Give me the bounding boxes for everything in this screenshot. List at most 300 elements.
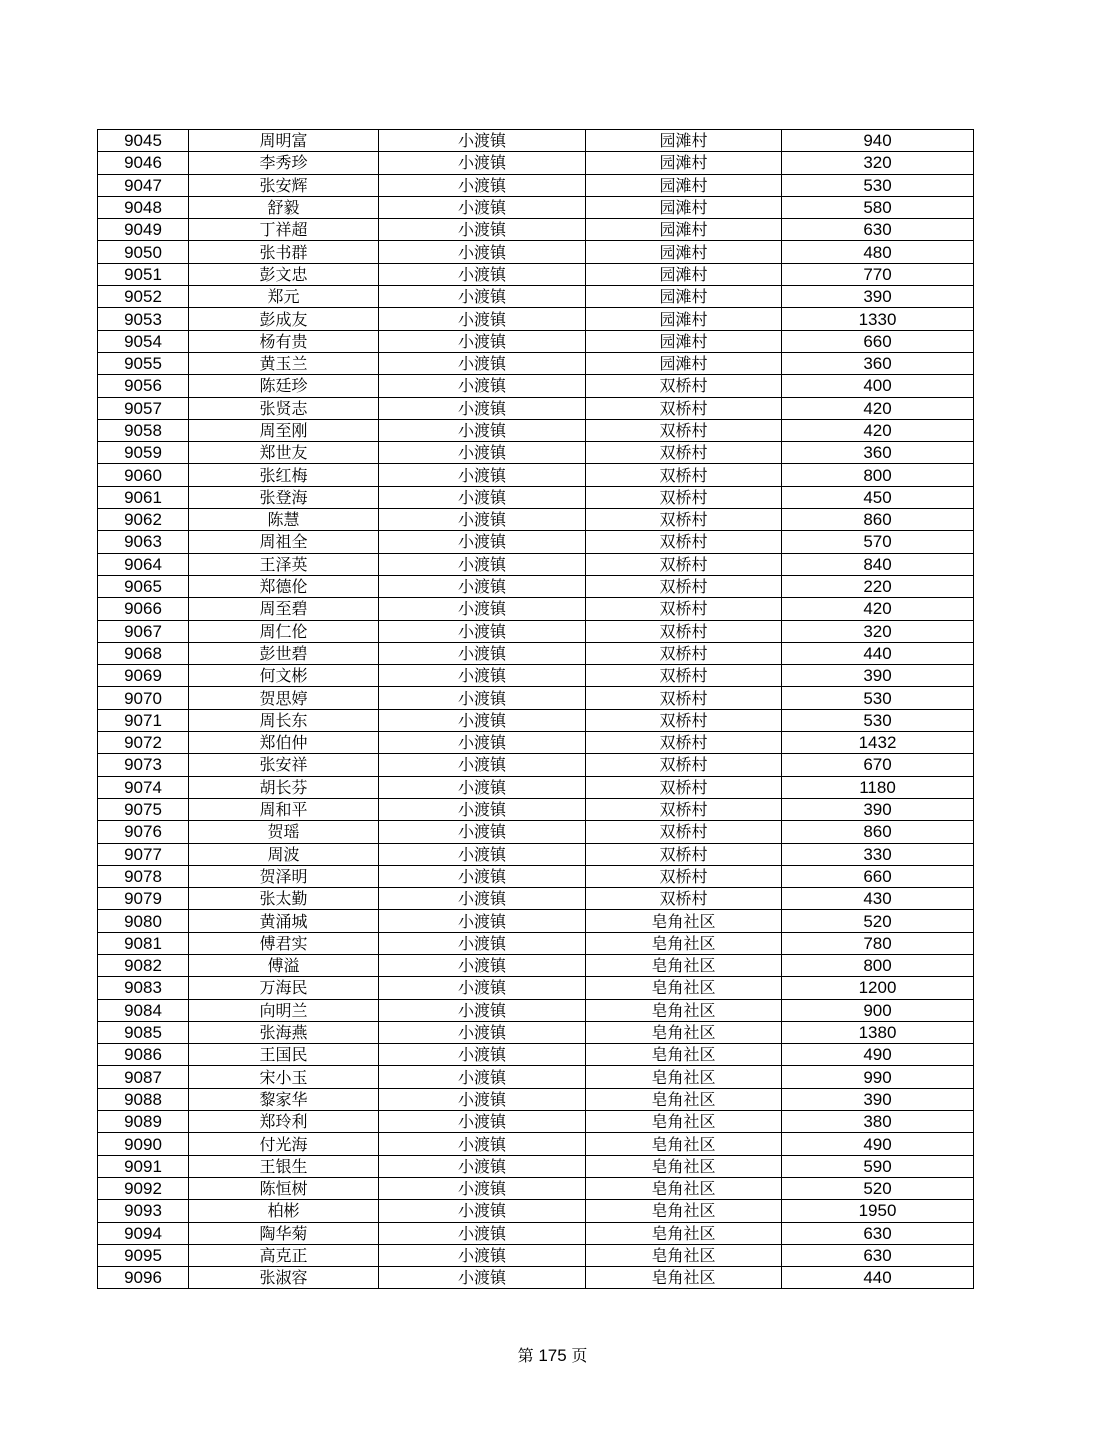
cell-name: 周至碧 [189,598,379,620]
data-table [97,129,974,1289]
cell-amount: 940 [782,130,974,152]
cell-town: 小渡镇 [379,1088,586,1110]
cell-name: 黎家华 [189,1088,379,1110]
cell-town: 小渡镇 [379,219,586,241]
cell-name: 郑德伦 [189,575,379,597]
cell-amount: 840 [782,553,974,575]
cell-village: 园滩村 [586,286,782,308]
cell-town: 小渡镇 [379,442,586,464]
table-row [98,486,974,508]
cell-name: 李秀珍 [189,152,379,174]
cell-town: 小渡镇 [379,821,586,843]
cell-id: 9060 [98,464,189,486]
cell-name: 张登海 [189,486,379,508]
cell-id: 9061 [98,486,189,508]
cell-village: 双桥村 [586,642,782,664]
cell-village: 皂角社区 [586,999,782,1021]
cell-amount: 420 [782,598,974,620]
cell-town: 小渡镇 [379,130,586,152]
cell-id: 9074 [98,776,189,798]
cell-id: 9065 [98,575,189,597]
table-row [98,821,974,843]
table-row [98,130,974,152]
cell-town: 小渡镇 [379,174,586,196]
cell-town: 小渡镇 [379,999,586,1021]
cell-village: 皂角社区 [586,1267,782,1289]
table-row [98,1177,974,1199]
cell-id: 9058 [98,419,189,441]
cell-village: 双桥村 [586,821,782,843]
cell-village: 园滩村 [586,196,782,218]
cell-id: 9078 [98,865,189,887]
cell-name: 陶华菊 [189,1222,379,1244]
cell-town: 小渡镇 [379,575,586,597]
cell-amount: 330 [782,843,974,865]
cell-village: 双桥村 [586,620,782,642]
cell-id: 9049 [98,219,189,241]
table-row [98,509,974,531]
cell-amount: 320 [782,620,974,642]
cell-town: 小渡镇 [379,910,586,932]
cell-name: 张太勤 [189,888,379,910]
cell-town: 小渡镇 [379,397,586,419]
table-row [98,954,974,976]
table-row [98,263,974,285]
table-row [98,977,974,999]
table-row [98,642,974,664]
cell-village: 双桥村 [586,888,782,910]
cell-village: 皂角社区 [586,1111,782,1133]
cell-village: 园滩村 [586,330,782,352]
cell-village: 双桥村 [586,553,782,575]
cell-amount: 530 [782,687,974,709]
cell-id: 9062 [98,509,189,531]
cell-town: 小渡镇 [379,1021,586,1043]
cell-name: 贺瑶 [189,821,379,843]
cell-id: 9045 [98,130,189,152]
page-footer [0,1343,1105,1366]
table-row [98,1200,974,1222]
cell-amount: 520 [782,910,974,932]
cell-town: 小渡镇 [379,1222,586,1244]
cell-town: 小渡镇 [379,464,586,486]
table-row [98,999,974,1021]
cell-id: 9079 [98,888,189,910]
cell-town: 小渡镇 [379,263,586,285]
cell-amount: 990 [782,1066,974,1088]
cell-id: 9095 [98,1244,189,1266]
cell-name: 张红梅 [189,464,379,486]
cell-id: 9053 [98,308,189,330]
cell-village: 园滩村 [586,174,782,196]
cell-amount: 630 [782,219,974,241]
cell-town: 小渡镇 [379,531,586,553]
cell-town: 小渡镇 [379,954,586,976]
cell-town: 小渡镇 [379,308,586,330]
cell-name: 陈恒树 [189,1177,379,1199]
cell-town: 小渡镇 [379,509,586,531]
cell-amount: 320 [782,152,974,174]
cell-amount: 430 [782,888,974,910]
cell-amount: 1380 [782,1021,974,1043]
cell-id: 9072 [98,732,189,754]
cell-village: 双桥村 [586,665,782,687]
table-row [98,531,974,553]
cell-amount: 480 [782,241,974,263]
cell-name: 宋小玉 [189,1066,379,1088]
cell-amount: 860 [782,821,974,843]
cell-town: 小渡镇 [379,1044,586,1066]
cell-amount: 900 [782,999,974,1021]
cell-id: 9075 [98,798,189,820]
cell-amount: 380 [782,1111,974,1133]
page-number: 175 [538,1346,567,1365]
cell-id: 9089 [98,1111,189,1133]
table-row [98,241,974,263]
cell-name: 王泽英 [189,553,379,575]
table-row [98,776,974,798]
cell-amount: 1200 [782,977,974,999]
cell-amount: 420 [782,397,974,419]
cell-town: 小渡镇 [379,732,586,754]
cell-name: 胡长芬 [189,776,379,798]
table-row [98,1066,974,1088]
cell-village: 双桥村 [586,509,782,531]
cell-id: 9047 [98,174,189,196]
cell-id: 9086 [98,1044,189,1066]
cell-amount: 1330 [782,308,974,330]
cell-village: 双桥村 [586,531,782,553]
table-row [98,932,974,954]
cell-village: 双桥村 [586,754,782,776]
cell-town: 小渡镇 [379,241,586,263]
cell-town: 小渡镇 [379,375,586,397]
cell-town: 小渡镇 [379,1267,586,1289]
cell-id: 9085 [98,1021,189,1043]
cell-amount: 440 [782,642,974,664]
cell-name: 高克正 [189,1244,379,1266]
table-row [98,1244,974,1266]
cell-id: 9055 [98,352,189,374]
cell-village: 皂角社区 [586,977,782,999]
cell-village: 园滩村 [586,152,782,174]
cell-town: 小渡镇 [379,486,586,508]
table-row [98,464,974,486]
cell-id: 9073 [98,754,189,776]
cell-name: 丁祥超 [189,219,379,241]
cell-town: 小渡镇 [379,754,586,776]
cell-village: 皂角社区 [586,1244,782,1266]
cell-town: 小渡镇 [379,1155,586,1177]
cell-name: 黄玉兰 [189,352,379,374]
cell-name: 周波 [189,843,379,865]
cell-id: 9092 [98,1177,189,1199]
cell-amount: 360 [782,442,974,464]
cell-name: 傅溢 [189,954,379,976]
table-row [98,553,974,575]
cell-name: 周至刚 [189,419,379,441]
cell-village: 皂角社区 [586,1177,782,1199]
cell-name: 付光海 [189,1133,379,1155]
cell-id: 9048 [98,196,189,218]
cell-name: 张书群 [189,241,379,263]
cell-town: 小渡镇 [379,1133,586,1155]
cell-amount: 390 [782,286,974,308]
cell-town: 小渡镇 [379,865,586,887]
cell-village: 皂角社区 [586,1044,782,1066]
cell-village: 双桥村 [586,486,782,508]
cell-town: 小渡镇 [379,888,586,910]
table-row [98,219,974,241]
cell-amount: 580 [782,196,974,218]
cell-town: 小渡镇 [379,642,586,664]
cell-town: 小渡镇 [379,352,586,374]
cell-village: 双桥村 [586,687,782,709]
cell-town: 小渡镇 [379,330,586,352]
cell-town: 小渡镇 [379,1177,586,1199]
cell-name: 杨有贵 [189,330,379,352]
cell-town: 小渡镇 [379,843,586,865]
cell-village: 园滩村 [586,308,782,330]
table-row [98,308,974,330]
cell-id: 9071 [98,709,189,731]
cell-town: 小渡镇 [379,620,586,642]
cell-amount: 770 [782,263,974,285]
cell-name: 贺泽明 [189,865,379,887]
cell-amount: 420 [782,419,974,441]
cell-id: 9088 [98,1088,189,1110]
cell-amount: 400 [782,375,974,397]
table-row [98,152,974,174]
cell-village: 园滩村 [586,219,782,241]
cell-amount: 530 [782,709,974,731]
table-row [98,843,974,865]
cell-name: 张海燕 [189,1021,379,1043]
table-row [98,419,974,441]
cell-name: 郑玲利 [189,1111,379,1133]
cell-amount: 630 [782,1222,974,1244]
cell-town: 小渡镇 [379,932,586,954]
cell-name: 陈慧 [189,509,379,531]
cell-village: 双桥村 [586,464,782,486]
cell-id: 9084 [98,999,189,1021]
cell-id: 9056 [98,375,189,397]
table-row [98,1267,974,1289]
cell-amount: 530 [782,174,974,196]
cell-village: 双桥村 [586,732,782,754]
table-row [98,620,974,642]
cell-id: 9096 [98,1267,189,1289]
cell-amount: 800 [782,954,974,976]
cell-id: 9064 [98,553,189,575]
cell-amount: 670 [782,754,974,776]
cell-id: 9070 [98,687,189,709]
cell-name: 周祖全 [189,531,379,553]
cell-id: 9067 [98,620,189,642]
cell-id: 9077 [98,843,189,865]
cell-village: 皂角社区 [586,954,782,976]
cell-town: 小渡镇 [379,1066,586,1088]
cell-id: 9093 [98,1200,189,1222]
table-row [98,1044,974,1066]
cell-village: 皂角社区 [586,1066,782,1088]
cell-name: 周明富 [189,130,379,152]
table-row [98,397,974,419]
cell-name: 周长东 [189,709,379,731]
cell-id: 9083 [98,977,189,999]
cell-name: 柏彬 [189,1200,379,1222]
cell-village: 皂角社区 [586,1088,782,1110]
cell-amount: 360 [782,352,974,374]
cell-town: 小渡镇 [379,1244,586,1266]
cell-amount: 660 [782,330,974,352]
cell-village: 皂角社区 [586,910,782,932]
cell-name: 向明兰 [189,999,379,1021]
cell-town: 小渡镇 [379,798,586,820]
table-row [98,1088,974,1110]
cell-id: 9068 [98,642,189,664]
table-row [98,598,974,620]
cell-id: 9081 [98,932,189,954]
cell-town: 小渡镇 [379,553,586,575]
cell-id: 9076 [98,821,189,843]
table-row [98,174,974,196]
cell-village: 双桥村 [586,709,782,731]
cell-town: 小渡镇 [379,1111,586,1133]
cell-town: 小渡镇 [379,665,586,687]
cell-name: 郑元 [189,286,379,308]
table-row [98,754,974,776]
cell-town: 小渡镇 [379,286,586,308]
cell-amount: 490 [782,1133,974,1155]
cell-id: 9057 [98,397,189,419]
cell-town: 小渡镇 [379,598,586,620]
table-row [98,709,974,731]
cell-village: 双桥村 [586,375,782,397]
cell-id: 9069 [98,665,189,687]
cell-town: 小渡镇 [379,419,586,441]
cell-id: 9051 [98,263,189,285]
cell-name: 贺思婷 [189,687,379,709]
cell-name: 张贤志 [189,397,379,419]
cell-id: 9094 [98,1222,189,1244]
cell-id: 9080 [98,910,189,932]
cell-id: 9046 [98,152,189,174]
cell-id: 9091 [98,1155,189,1177]
table-row [98,330,974,352]
cell-name: 傅君实 [189,932,379,954]
cell-amount: 220 [782,575,974,597]
cell-village: 双桥村 [586,598,782,620]
cell-amount: 1180 [782,776,974,798]
cell-id: 9082 [98,954,189,976]
table-row [98,687,974,709]
cell-village: 皂角社区 [586,1200,782,1222]
cell-village: 双桥村 [586,419,782,441]
cell-village: 皂角社区 [586,1222,782,1244]
cell-id: 9059 [98,442,189,464]
cell-town: 小渡镇 [379,196,586,218]
page-prefix: 第 [517,1346,534,1365]
table-row [98,286,974,308]
cell-amount: 490 [782,1044,974,1066]
table-row [98,888,974,910]
cell-name: 万海民 [189,977,379,999]
cell-amount: 630 [782,1244,974,1266]
cell-name: 周和平 [189,798,379,820]
cell-amount: 450 [782,486,974,508]
cell-id: 9052 [98,286,189,308]
cell-name: 王银生 [189,1155,379,1177]
cell-village: 园滩村 [586,241,782,263]
cell-village: 园滩村 [586,352,782,374]
table-row [98,1133,974,1155]
cell-name: 张安辉 [189,174,379,196]
cell-amount: 1950 [782,1200,974,1222]
cell-id: 9090 [98,1133,189,1155]
cell-village: 双桥村 [586,442,782,464]
cell-village: 双桥村 [586,397,782,419]
table-row [98,865,974,887]
cell-village: 园滩村 [586,130,782,152]
cell-amount: 390 [782,798,974,820]
cell-town: 小渡镇 [379,1200,586,1222]
cell-amount: 390 [782,665,974,687]
cell-id: 9054 [98,330,189,352]
cell-amount: 1432 [782,732,974,754]
cell-village: 皂角社区 [586,1155,782,1177]
page-suffix: 页 [571,1346,588,1365]
table-row [98,575,974,597]
cell-amount: 590 [782,1155,974,1177]
cell-amount: 780 [782,932,974,954]
cell-amount: 440 [782,1267,974,1289]
table-row [98,1155,974,1177]
cell-village: 皂角社区 [586,1021,782,1043]
cell-amount: 570 [782,531,974,553]
table-row [98,375,974,397]
cell-amount: 520 [782,1177,974,1199]
cell-name: 郑伯仲 [189,732,379,754]
cell-name: 陈廷珍 [189,375,379,397]
cell-town: 小渡镇 [379,687,586,709]
table-row [98,1222,974,1244]
cell-amount: 660 [782,865,974,887]
cell-name: 彭世碧 [189,642,379,664]
cell-town: 小渡镇 [379,152,586,174]
cell-village: 皂角社区 [586,1133,782,1155]
table-row [98,1111,974,1133]
cell-amount: 390 [782,1088,974,1110]
cell-village: 双桥村 [586,575,782,597]
cell-name: 何文彬 [189,665,379,687]
cell-name: 郑世友 [189,442,379,464]
cell-id: 9066 [98,598,189,620]
table-row [98,442,974,464]
table-body [98,130,974,1289]
cell-village: 双桥村 [586,865,782,887]
cell-village: 双桥村 [586,843,782,865]
cell-village: 园滩村 [586,263,782,285]
cell-name: 舒毅 [189,196,379,218]
cell-name: 黄涌城 [189,910,379,932]
cell-amount: 800 [782,464,974,486]
cell-id: 9063 [98,531,189,553]
table-row [98,732,974,754]
cell-town: 小渡镇 [379,776,586,798]
cell-town: 小渡镇 [379,977,586,999]
table-row [98,798,974,820]
